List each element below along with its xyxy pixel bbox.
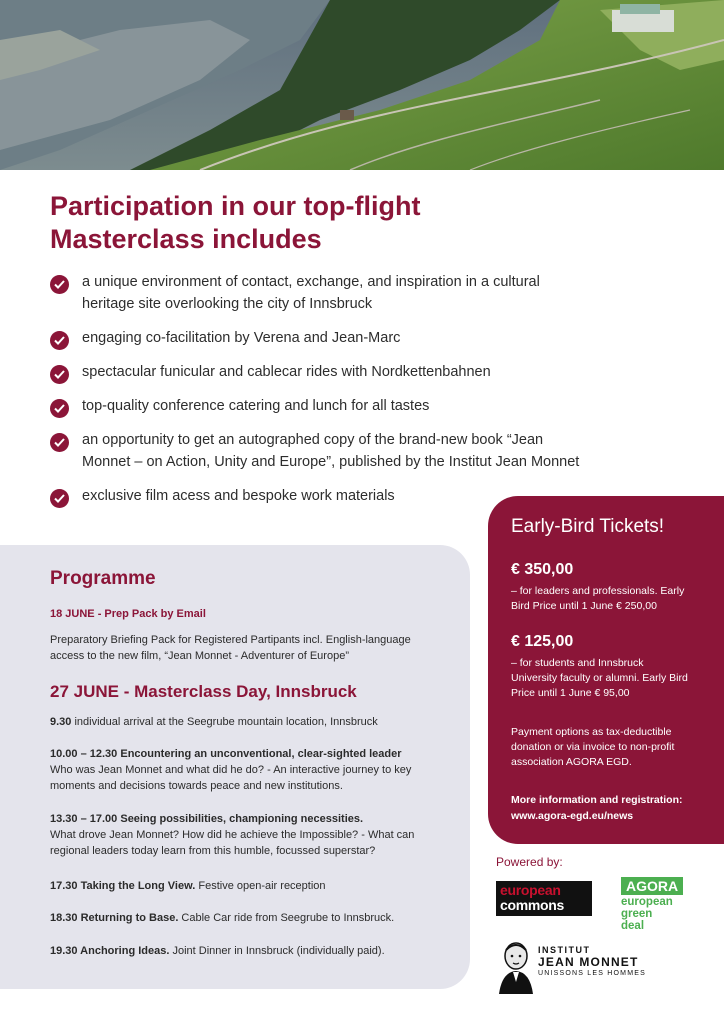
- schedule-detail: Joint Dinner in Innsbruck (individually paid).: [169, 945, 385, 957]
- powered-by-label: Powered by:: [496, 855, 563, 869]
- prep-text-line: access to the new film, “Jean Monnet - Adventurer of Europe”: [50, 650, 349, 662]
- list-item: [50, 271, 610, 315]
- price-text-line: – for leaders and professionals. Early: [511, 585, 685, 597]
- list-item-text: heritage site overlooking the city of Innsbruck: [82, 296, 373, 312]
- list-item-text: an opportunity to get an autographed copy of the brand-new book “Jean: [82, 432, 544, 448]
- schedule-title: Returning to Base.: [77, 912, 179, 924]
- list-item: [50, 327, 610, 349]
- schedule-detail: Cable Car ride from Seegrube to Innsbruck.: [178, 912, 395, 924]
- logo-text: JEAN MONNET: [538, 955, 639, 969]
- registration-label: More information and registration:: [511, 794, 683, 806]
- schedule-item: [50, 746, 450, 794]
- includes-list: [50, 271, 610, 507]
- day-heading: 27 JUNE - Masterclass Day, Innsbruck: [50, 682, 357, 701]
- headline-line-2: Masterclass includes: [50, 224, 322, 254]
- schedule-desc: moments and decisions towards peace and new institutions.: [50, 780, 343, 792]
- logo-text: commons: [500, 897, 565, 913]
- schedule-desc: regional leaders today learn from this humble, focussed superstar?: [50, 845, 376, 857]
- check-icon: [50, 365, 69, 384]
- schedule-time: 17.30: [50, 880, 78, 892]
- payment-text-line: association AGORA EGD.: [511, 756, 632, 768]
- headline: [50, 190, 610, 256]
- price-text-line: Price until 1 June € 95,00: [511, 687, 630, 699]
- schedule-item: [50, 714, 450, 730]
- list-item-text: engaging co-facilitation by Verena and Jean-Marc: [82, 330, 401, 346]
- price-students-text: [511, 656, 711, 701]
- schedule-time: 19.30: [50, 945, 78, 957]
- portrait-icon: [496, 938, 536, 994]
- check-icon: [50, 399, 69, 418]
- payment-text-line: Payment options as tax-deductible: [511, 726, 672, 738]
- schedule-title: Taking the Long View.: [77, 880, 196, 892]
- price-students: € 125,00: [511, 633, 574, 650]
- schedule-time: 9.30: [50, 716, 72, 728]
- schedule-item: [50, 811, 450, 859]
- headline-line-1: Participation in our top-flight: [50, 191, 421, 221]
- logo-text: deal: [621, 920, 645, 932]
- european-commons-logo: [496, 881, 592, 916]
- list-item: [50, 361, 610, 383]
- schedule-desc: What drove Jean Monnet? How did he achieve the Impossible? - What can: [50, 829, 415, 841]
- logo-text: green: [621, 908, 653, 920]
- schedule-item: [50, 943, 450, 959]
- registration-link[interactable]: www.agora-egd.eu/news: [511, 810, 634, 822]
- list-item-text: a unique environment of contact, exchange, and inspiration in a cultural: [82, 274, 540, 290]
- schedule-time: 18.30: [50, 912, 78, 924]
- price-professionals: € 350,00: [511, 561, 574, 578]
- logo-text: INSTITUT: [538, 945, 591, 955]
- logo-text: UNISSONS LES HOMMES: [538, 970, 646, 977]
- prep-text-line: Preparatory Briefing Pack for Registered Partipants incl. English-language: [50, 634, 411, 646]
- check-icon: [50, 331, 69, 350]
- check-icon: [50, 489, 69, 508]
- payment-text-line: donation or via invoice to non-profit: [511, 741, 675, 753]
- logo-text: AGORA: [621, 877, 683, 895]
- list-item: [50, 429, 610, 473]
- payment-options: [511, 725, 711, 770]
- schedule-item: [50, 878, 450, 894]
- schedule-time: 13.30 – 17.00: [50, 813, 118, 825]
- list-item-text: Monnet – on Action, Unity and Europe”, published by the Institut Jean Monnet: [82, 454, 580, 470]
- list-item-text: top-quality conference catering and lunch for all tastes: [82, 398, 430, 414]
- check-icon: [50, 433, 69, 452]
- hero-mountain-photo: [0, 0, 724, 170]
- logo-text: european: [500, 882, 561, 898]
- schedule-detail: individual arrival at the Seegrube mountain location, Innsbruck: [71, 716, 378, 728]
- schedule-desc: Who was Jean Monnet and what did he do? - An interactive journey to key: [50, 764, 412, 776]
- early-bird-title: Early-Bird Tickets!: [511, 516, 665, 537]
- price-text-line: – for students and Innsbruck: [511, 657, 644, 669]
- price-text-line: Bird Price until 1 June € 250,00: [511, 600, 657, 612]
- schedule-item: [50, 910, 450, 926]
- schedule-title: Encountering an unconventional, clear-sighted leader: [117, 748, 402, 760]
- list-item-text: exclusive film acess and bespoke work materials: [82, 488, 395, 504]
- logo-text: european: [621, 896, 673, 908]
- prep-text: [50, 632, 450, 664]
- price-text-line: University faculty or alumni. Early Bird: [511, 672, 688, 684]
- registration-info: [511, 792, 711, 824]
- schedule-time: 10.00 – 12.30: [50, 748, 118, 760]
- check-icon: [50, 275, 69, 294]
- institut-jean-monnet-logo: [496, 938, 656, 994]
- price-professionals-text: [511, 584, 711, 614]
- prep-heading: 18 JUNE - Prep Pack by Email: [50, 608, 206, 620]
- programme-title: Programme: [50, 568, 156, 589]
- schedule-detail: Festive open-air reception: [195, 880, 326, 892]
- list-item: [50, 395, 610, 417]
- schedule-title: Seeing possibilities, championing necessities.: [117, 813, 364, 825]
- schedule-title: Anchoring Ideas.: [77, 945, 170, 957]
- agora-logo: [621, 877, 691, 932]
- list-item-text: spectacular funicular and cablecar rides with Nordkettenbahnen: [82, 364, 491, 380]
